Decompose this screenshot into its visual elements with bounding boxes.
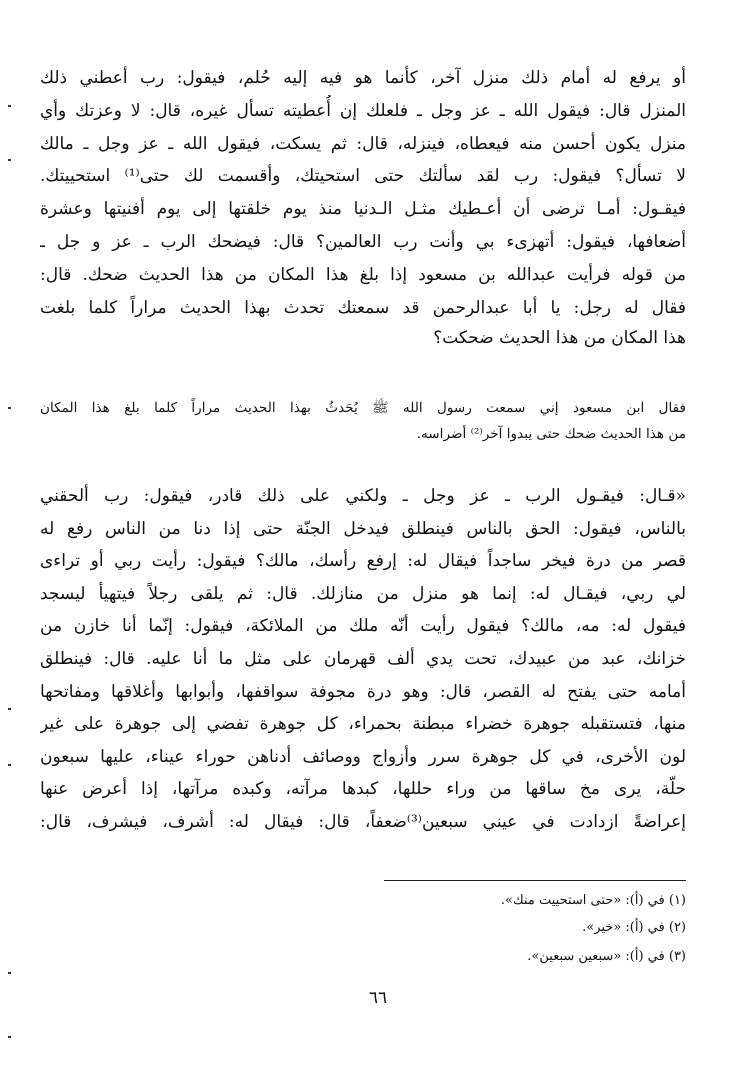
text-line: فقال له رجل: يا أبا عبدالرحمن قد سمعتك تحدث بهذا الحديث مراراً كلما بلغت: [40, 297, 686, 318]
scan-speck: [8, 1036, 11, 1038]
text-line: فيقـول: أمـا ترضى أن أعـطيك مثـل الـدنيا منذ يوم خلقتها إلى يوم أفنيتها وعشرة: [40, 199, 686, 220]
text-line: أو يرفع له أمام ذلك منزل آخر، كأنما هو فيه إليه حُلم، فيقول: رب أعطني ذلك: [40, 68, 686, 88]
footnote-separator: [384, 880, 686, 881]
text-line: لي ربي، فيقـال له: إنما هو منزل من منازلك. قال: ثم يلقى رجلاً فيتهيأ ليسجد: [40, 583, 686, 604]
text-line: أضعافها، فيقول: أتهزىء بي وأنت رب العالمين؟ قال: فيضحك الرب ـ عز و جل ـ: [40, 231, 686, 252]
text-line: خزانك، عبد من عبيدك، تحت يدي ألف قهرمان على مثل ما أنا عليه. قال: فينطلق: [40, 648, 686, 669]
scan-speck: [8, 764, 11, 766]
text-line: قصر من درة فيخر ساجداً فيقال له: إرفع رأسك، مالك؟ فيقول: رأيت ربي أو تراءى: [40, 551, 686, 572]
page-number: ٦٦: [368, 988, 388, 1008]
text-line: من هذا الحديث ضحك حتى يبدوا آخر⁽²⁾ أضراسه.: [416, 426, 686, 442]
text-line: فيقول له: مه، مالك؟ فيقول رأيت أنّه ملك من الملائكة، فيقول: إنّما أنا خازن من: [40, 616, 686, 637]
paragraph-main-3: [40, 480, 686, 839]
footnote-3: (٣) في (أ): «سبعين سبعين».: [527, 949, 686, 964]
text-line: حلّة، يرى مخ ساقها من وراء حللها، كبدها مرآته، وكبده مرآتها، إذا أعرض عنها: [40, 779, 686, 800]
text-line: لا تسأل؟ فيقول: رب لقد سألتك حتى استحيتك، وأقسمت لك حتى⁽¹⁾ استحييتك.: [40, 166, 686, 187]
text-line: لون الأخرى، في كل جوهرة سرر وأزواج ووصائف أدناهن حوراء عيناء، عليها سبعون: [40, 746, 686, 767]
text-line: «قـال: فيقـول الرب ـ عز وجل ـ ولكني على ذلك قادر، فيقول: رب ألحقني: [40, 486, 686, 506]
paragraph-main-1: [40, 62, 686, 324]
text-line: هذا المكان من هذا الحديث ضحكت؟: [433, 328, 686, 348]
text-line: من قوله فرأيت عبدالله بن مسعود إذا بلغ هذا المكان من هذا الحديث ضحك. قال:: [40, 264, 686, 285]
footnote-1: (١) في (أ): «حتى استحييت منك».: [500, 893, 686, 908]
scan-speck: [8, 708, 11, 710]
footnote-2: (٢) في (أ): «خير».: [582, 920, 686, 935]
paragraph-main-2: [40, 322, 686, 355]
text-line: إعراضةً ازدادت في عيني سبعين⁽³⁾ضعفاً، قال: فيقال له: أشرف، فيشرف، قال:: [40, 811, 686, 832]
text-line: منزل يكون أحسن منه فيعطاه، فينزله، قال: ثم يسكت، فيقول الله ـ عز وجل ـ مالك: [40, 133, 686, 154]
quoted-paragraph: [40, 395, 686, 447]
scan-speck: [8, 972, 11, 974]
text-line: بالناس، فيقول: الحق بالناس فينطلق فيدخل الجنّة حتى إذا دنا من الناس رفع له: [40, 518, 686, 539]
text-line: أمامه حتى يفتح له القصر، قال: وهو درة مجوفة سواقفها، وأبوابها وأغلاقها ومفاتحها: [40, 681, 686, 702]
text-line: فقال ابن مسعود إني سمعت رسول الله ﷺ يُحَدثُ بهذا الحديث مراراً كلما بلغ هذا المكان: [40, 400, 686, 416]
text-line: منها، فتستقبله جوهرة خضراء مبطنة بحمراء، كل جوهرة تفضي إلى جوهرة على غير: [40, 714, 686, 735]
scan-speck: [8, 105, 11, 107]
scan-speck: [8, 159, 11, 161]
scan-speck: [8, 407, 11, 409]
text-line: المنزل قال: فيقول الله ـ عز وجل ـ فلعلك إن أُعطيته تسأل غيره، قال: لا وعزتك وأي: [40, 100, 686, 121]
